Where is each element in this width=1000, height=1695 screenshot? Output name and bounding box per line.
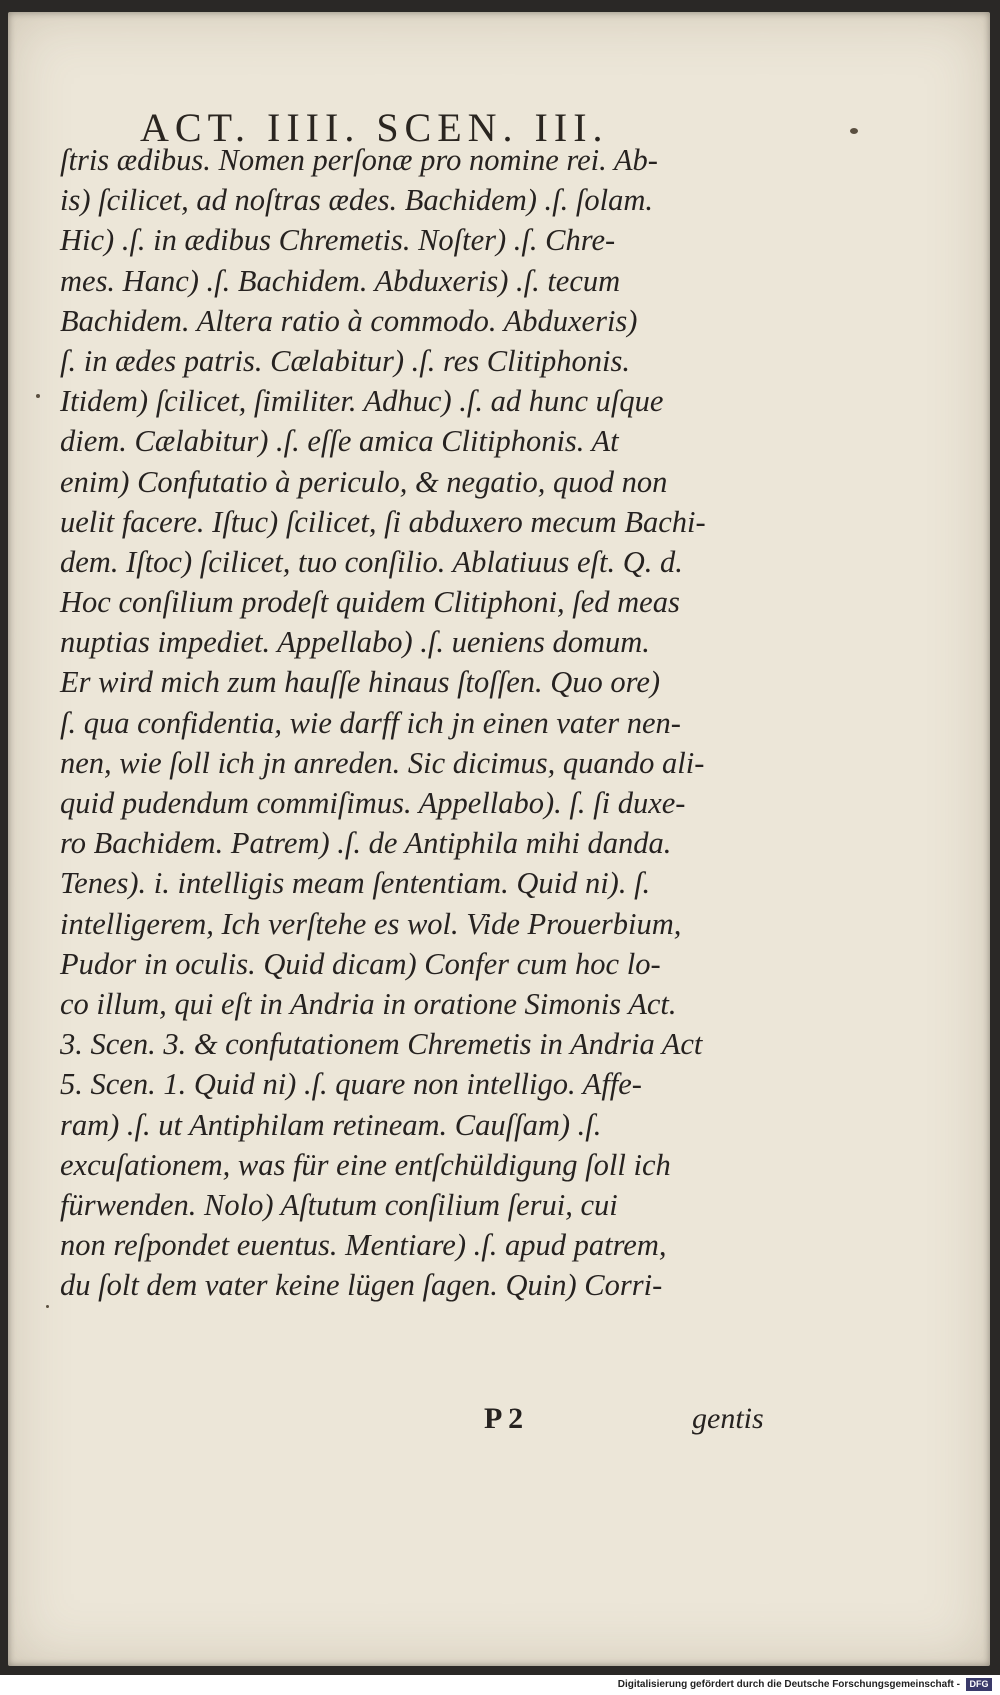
ink-spot — [36, 394, 40, 398]
running-header: ACT. IIII. SCEN. III. — [140, 105, 609, 150]
text-line: nen, wie ſoll ich jn anreden. Sic dicimus, quando ali- — [60, 745, 705, 780]
text-line: diem. Cælabitur) .ſ. eſſe amica Clitiphonis. At — [60, 424, 619, 459]
text-line: Tenes). i. intelligis meam ſententiam. Quid ni). ſ. — [60, 866, 651, 901]
dfg-logo: DFG — [966, 1678, 992, 1691]
text-line: 3. Scen. 3. & confutationem Chremetis in Andria Act — [60, 1027, 703, 1062]
text-line: Hic) .ſ. in ædibus Chremetis. Noſter) .ſ. Chre- — [60, 223, 616, 258]
ink-spot — [850, 128, 858, 134]
text-line: nuptias impediet. Appellabo) .ſ. ueniens domum. — [60, 625, 650, 660]
text-line: du ſolt dem vater keine lügen ſagen. Quin) Corri- — [60, 1268, 663, 1303]
text-line: mes. Hanc) .ſ. Bachidem. Abduxeris) .ſ. tecum — [60, 263, 621, 298]
text-line: non reſpondet euentus. Mentiare) .ſ. apud patrem, — [60, 1228, 667, 1263]
text-line: co illum, qui eſt in Andria in oratione Simonis Act. — [60, 986, 677, 1021]
text-line: 5. Scen. 1. Quid ni) .ſ. quare non intelligo. Affe- — [60, 1067, 642, 1102]
text-line: fürwenden. Nolo) Aſtutum conſilium ſerui, cui — [60, 1187, 618, 1222]
text-line: enim) Confutatio à periculo, & negatio, quod non — [60, 464, 668, 499]
text-line: Er wird mich zum hauſſe hinaus ſtoſſen. Quo ore) — [60, 665, 661, 700]
text-line: intelligerem, Ich verſtehe es wol. Vide Prouerbium, — [60, 906, 682, 941]
text-line: excuſationem, was für eine entſchüldigung ſoll ich — [60, 1147, 671, 1182]
text-line: ſtris ædibus. Nomen perſonæ pro nomine rei. Ab- — [60, 143, 658, 177]
text-line: Pudor in oculis. Quid dicam) Confer cum hoc lo- — [60, 946, 661, 981]
text-line: Bachidem. Altera ratio à commodo. Abduxeris) — [60, 303, 638, 338]
catchword: gentis — [692, 1402, 764, 1435]
text-line: quid pudendum commiſimus. Appellabo). ſ. ſi duxe- — [60, 786, 686, 820]
text-line: uelit facere. Iſtuc) ſcilicet, ſi abduxero mecum Bachi- — [60, 504, 706, 539]
text-line: ram) .ſ. ut Antiphilam retineam. Cauſſam) .ſ. — [60, 1107, 602, 1142]
text-line: dem. Iſtoc) ſcilicet, tuo conſilio. Ablatiuus eſt. Q. d. — [60, 544, 683, 579]
text-line: is) ſcilicet, ad noſtras ædes. Bachidem) .ſ. ſolam. — [60, 183, 653, 218]
ink-spot — [46, 1305, 49, 1308]
text-line: ſ. qua confidentia, wie darff ich jn einen vater nen- — [60, 705, 681, 740]
commentary-text — [60, 140, 780, 1305]
text-line: ro Bachidem. Patrem) .ſ. de Antiphila mihi danda. — [60, 826, 672, 861]
text-line: Itidem) ſcilicet, ſimiliter. Adhuc) .ſ. ad hunc uſque — [60, 384, 664, 419]
text-line: ſ. in ædes patris. Cælabitur) .ſ. res Clitiphonis. — [60, 343, 630, 378]
page-foot — [60, 1402, 780, 1442]
signature-mark: P 2 — [484, 1402, 524, 1435]
text-line: Hoc conſilium prodeſt quidem Clitiphoni, ſed meas — [60, 585, 680, 620]
funding-credit: Digitalisierung gefördert durch die Deutsche Forschungsgemeinschaft - — [617, 1679, 960, 1690]
